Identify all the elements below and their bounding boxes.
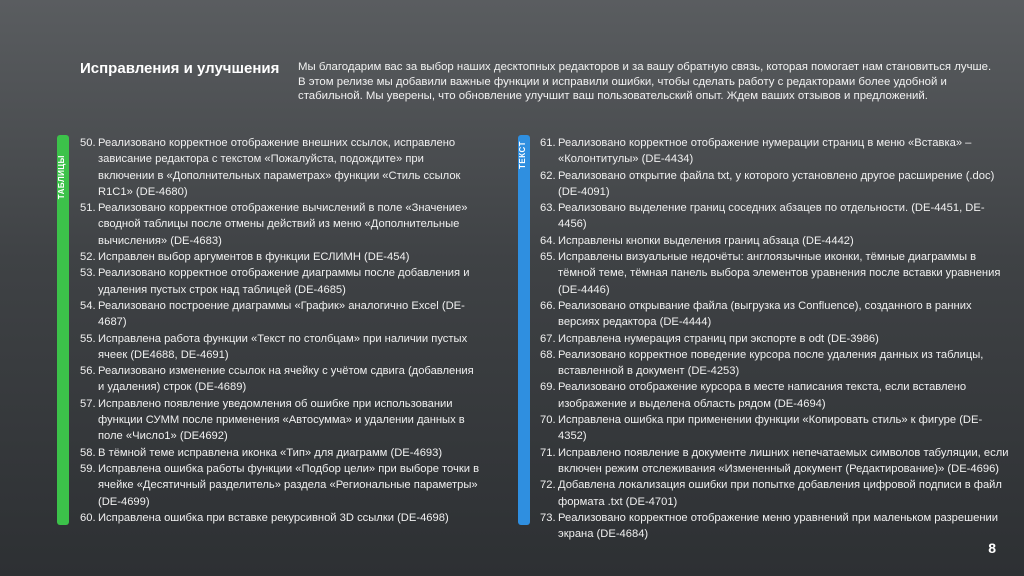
list-item-text: Реализовано корректное отображение диаграммы после добавления и удаления пустых строк над таблицей (DE-4685): [98, 267, 470, 296]
text-fix-list: [540, 135, 1010, 542]
list-item-text: Исправлена ошибка при вставке рекурсивной 3D ссылки (DE-4698): [98, 511, 449, 524]
intro-paragraph: Мы благодарим вас за выбор наших десктопных редакторов и за вашу обратную связь, которая помогает нам становиться лучше. В этом релизе мы добавили важные функции и исправили ошибки, чтобы сделать работу с редакторами более удобной и стабильной. Мы уверены, что обновление улучшит ваш пользовательский опыт. Ждем ваших отзывов и предложений.: [298, 61, 992, 102]
list-item-number: 73.: [540, 511, 556, 524]
list-item-text: Исправлено появление уведомления об ошибке при использовании функции СУММ после применения «Автосумма» и удалении данных в поле «Число1» (DE4692): [98, 397, 465, 443]
list-item: [540, 445, 1010, 478]
list-item-number: 51.: [80, 202, 96, 215]
list-item: [80, 200, 480, 249]
list-item-text: Исправлена ошибка при применении функции «Копировать стиль» к фигуре (DE-4352): [558, 414, 983, 443]
section-bar-tables: [57, 135, 69, 525]
list-item: [80, 331, 480, 364]
list-item: [80, 135, 480, 200]
page-title: Исправления и улучшения: [80, 60, 280, 77]
list-item: [80, 396, 480, 445]
list-item-text: Исправлены кнопки выделения границ абзаца (DE-4442): [558, 234, 854, 247]
list-item-number: 71.: [540, 446, 556, 459]
list-item-text: Реализовано отображение курсора в месте написания текста, если вставлено изображение и выделена область рядом (DE-4694): [558, 381, 967, 410]
list-item-number: 64.: [540, 234, 556, 247]
list-item: [540, 168, 1010, 201]
list-item-number: 52.: [80, 251, 96, 264]
list-item-number: 59.: [80, 462, 96, 475]
list-item: [80, 265, 480, 298]
list-item-text: Реализовано изменение ссылок на ячейку с учётом сдвига (добавления и удаления) строк (DE-4689): [98, 365, 474, 394]
list-item-text: Реализовано корректное отображение внешних ссылок, исправлено зависание редактора с текстом «Пожалуйста, подождите» при включении в «Дополнительных параметрах» функции «Стиль ссылок R1C1» (DE-4680): [98, 137, 461, 198]
list-item-number: 66.: [540, 299, 556, 312]
list-item: [80, 461, 480, 510]
list-item-text: Исправлено появление в документе лишних непечатаемых символов табуляции, если включен режим отслеживания «Измененный документ (Редактирование)» (DE-4696): [558, 446, 1009, 475]
list-item-text: Добавлена локализация ошибки при попытке добавления цифровой подписи в файл формата .txt (DE-4701): [558, 479, 1002, 508]
list-item-number: 61.: [540, 137, 556, 149]
list-item-text: Исправлена работа функции «Текст по столбцам» при наличии пустых ячеек (DE4688, DE-4691): [98, 332, 468, 361]
section-label-tables: ТАБЛИЦЫ: [57, 155, 66, 200]
list-item-number: 56.: [80, 365, 96, 378]
list-item-text: Реализовано корректное отображение нумерации страниц в меню «Вставка» – «Колонтитулы» (DE-4434): [558, 137, 972, 166]
list-item: [540, 347, 1010, 380]
list-item-number: 67.: [540, 332, 556, 345]
list-item-text: Реализовано корректное отображение меню уравнений при маленьком разрешении экрана (DE-4684): [558, 511, 999, 541]
list-item-text: Реализовано выделение границ соседних абзацев по отдельности. (DE-4451, DE-4456): [558, 202, 985, 231]
list-item-text: Реализовано корректное поведение курсора после удаления данных из таблицы, вставленной в документ (DE-4253): [558, 348, 984, 378]
section-label-text: ТЕКСТ: [518, 141, 527, 169]
list-item: [540, 249, 1010, 298]
list-item-number: 63.: [540, 202, 556, 215]
list-item-text: Исправлен выбор аргументов в функции ЕСЛИМН (DE-454): [98, 251, 410, 264]
list-item-text: Реализовано построение диаграммы «График» аналогично Excel (DE-4687): [98, 299, 465, 329]
section-bar-text: [518, 135, 530, 525]
list-item: [80, 445, 480, 461]
list-item: [540, 331, 1010, 347]
list-item-text: Реализовано корректное отображение вычислений в поле «Значение» сводной таблицы после отмены действий из меню «Дополнительные вычисления» (DE-4683): [98, 202, 468, 247]
list-item-number: 58.: [80, 446, 96, 459]
list-item: [540, 298, 1010, 331]
list-item-number: 55.: [80, 332, 96, 345]
list-item: [540, 233, 1010, 249]
list-item-text: В тёмной теме исправлена иконка «Тип» для диаграмм (DE-4693): [98, 446, 443, 459]
list-item-number: 62.: [540, 169, 556, 182]
list-item-number: 57.: [80, 397, 96, 410]
list-item-number: 69.: [540, 381, 556, 394]
list-item-text: Исправлена нумерация страниц при экспорте в odt (DE-3986): [558, 332, 879, 345]
list-item-number: 50.: [80, 137, 96, 149]
list-item: [540, 200, 1010, 233]
list-item-number: 68.: [540, 348, 556, 361]
list-item-number: 65.: [540, 251, 556, 264]
list-item-number: 70.: [540, 414, 556, 427]
list-item-number: 60.: [80, 511, 96, 524]
tables-fix-list: [80, 135, 480, 526]
list-item: [80, 363, 480, 396]
list-item: [540, 412, 1010, 445]
list-item-number: 72.: [540, 479, 556, 492]
list-item-number: 54.: [80, 299, 96, 312]
list-item-text: Реализовано открывание файла (выгрузка из Confluence), созданного в ранних версиях редактора (DE-4444): [558, 299, 972, 329]
list-item: [540, 379, 1010, 412]
list-item: [80, 298, 480, 331]
list-item-text: Исправлены визуальные недочёты: англоязычные иконки, тёмные диаграммы в тёмной теме, тёмная панель выбора элементов уравнения после вставки уравнения (DE-4446): [558, 251, 1001, 296]
list-item-text: Исправлена ошибка работы функции «Подбор цели» при выборе точки в ячейке «Десятичный разделитель» раздела «Региональные параметры» (DE-4699): [98, 462, 480, 508]
list-item: [80, 249, 480, 265]
list-item-text: Реализовано открытие файла txt, у которого установлено другое расширение (.doc) (DE-4091): [558, 169, 995, 198]
list-item: [80, 510, 480, 526]
list-item: [540, 477, 1010, 510]
list-item-number: 53.: [80, 267, 96, 280]
page-number: 8: [988, 540, 996, 556]
list-item: [540, 510, 1010, 543]
list-item: [540, 135, 1010, 168]
